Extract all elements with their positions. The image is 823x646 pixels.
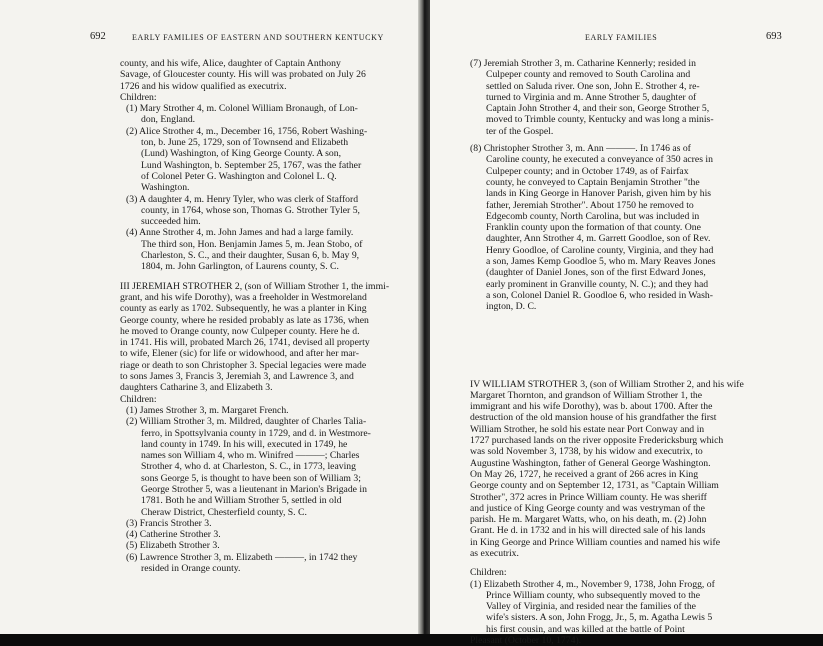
text-line: in King George and Prince William counties and named his wife bbox=[470, 536, 720, 548]
text-line: (4) Anne Strother 4, m. John James and had a large family. bbox=[126, 227, 354, 239]
text-line: daughters Catharine 3, and Elizabeth 3. bbox=[120, 382, 273, 394]
text-line: The third son, Hon. Benjamin James 5, m. Jean Stobo, of bbox=[141, 238, 363, 250]
text-line: a son, James Kemp Goodloe 5, who m. Mary Reaves Jones bbox=[486, 256, 716, 268]
text-line: ington, D. C. bbox=[486, 301, 537, 313]
text-line: his first cousin, and was killed at the battle of Point bbox=[486, 623, 685, 635]
right-page bbox=[430, 0, 823, 646]
text-line: in 1741. His will, probated March 26, 1741, devised all property bbox=[120, 337, 370, 349]
text-line: Caroline county, he executed a conveyance of 350 acres in bbox=[486, 154, 713, 166]
text-line: father, Jeremiah Strother". About 1750 he removed to bbox=[486, 199, 694, 211]
text-line: Pleasant (October 10, 1774). bbox=[470, 635, 582, 646]
text-line: ton, b. June 25, 1729, son of Townsend and Elizabeth bbox=[141, 137, 349, 149]
text-line: destruction of the old mansion house of his grandfather the first bbox=[470, 412, 717, 424]
text-line: county, he conveyed to Captain Benjamin Strother "the bbox=[486, 176, 700, 188]
text-line: IV WILLIAM STROTHER 3, (son of William Strother 2, and his wife bbox=[470, 378, 744, 390]
text-line: (Lund) Washington, of King George County. A son, bbox=[141, 148, 342, 160]
text-line: Washington. bbox=[141, 182, 190, 194]
text-line: ter of the Gospel. bbox=[486, 125, 554, 137]
left-page bbox=[0, 0, 418, 634]
text-line: (1) Mary Strother 4, m. Colonel William Bronaugh, of Lon- bbox=[126, 103, 358, 115]
text-line: don, England. bbox=[141, 114, 196, 126]
text-line: (4) Catherine Strother 3. bbox=[126, 529, 221, 541]
text-line: 1804, m. John Garlington, of Laurens county, S. C. bbox=[141, 261, 339, 273]
text-line: (3) A daughter 4, m. Henry Tyler, who was clerk of Stafford bbox=[126, 193, 359, 205]
text-line: George county and on September 12, 1731, as "Captain William bbox=[470, 480, 719, 492]
text-line: George county, where he resided probably as late as 1736, when bbox=[120, 314, 369, 326]
text-line: county, in 1764, whose son, Thomas G. Strother Tyler 5, bbox=[141, 204, 360, 216]
text-line: Grant. He d. in 1732 and in his will directed sale of his lands bbox=[470, 525, 706, 537]
text-line: (1) Elizabeth Strother 4, m., November 9, 1738, John Frogg, of bbox=[470, 578, 715, 590]
text-line: (1) James Strother 3, m. Margaret French. bbox=[126, 404, 289, 416]
left-page-text bbox=[120, 58, 408, 574]
text-line: ferro, in Spottsylvania county in 1729, and d. in Westmore- bbox=[141, 427, 371, 439]
text-line: parish. He m. Margaret Watts, who, on his death, m. (2) John bbox=[470, 514, 707, 526]
text-line: (3) Francis Strother 3. bbox=[126, 517, 212, 529]
text-line: a son, Colonel Daniel R. Goodloe 6, who resided in Wash- bbox=[486, 289, 713, 301]
text-line: of Colonel Peter G. Washington and Colonel L. Q. bbox=[141, 170, 337, 182]
text-line: resided in Orange county. bbox=[141, 563, 241, 575]
text-line: names son William 4, who m. Winifred ———; Charles bbox=[141, 450, 360, 462]
running-header-right: EARLY FAMILIES bbox=[585, 33, 658, 42]
text-line: Edgecomb county, North Carolina, but was included in bbox=[486, 210, 700, 222]
text-line: county, and his wife, Alice, daughter of Captain Anthony bbox=[120, 58, 341, 69]
text-line: William Strother, he sold his estate near Port Conway and in bbox=[470, 423, 705, 435]
text-line: Margaret Thornton, and grandson of William Strother 1, the bbox=[470, 389, 703, 401]
text-line: riage or death to son Christopher 3. Special legacies were made bbox=[120, 359, 367, 371]
text-line: (2) Alice Strother 4, m., December 16, 1756, Robert Washing- bbox=[126, 125, 368, 137]
text-line: On May 26, 1727, he received a grant of 266 acres in King bbox=[470, 468, 699, 480]
text-line: to sons James 3, Francis 3, Jeremiah 3, and Lawrence 3, and bbox=[120, 371, 354, 383]
text-line: Savage, of Gloucester county. His will was probated on July 26 bbox=[120, 69, 366, 81]
text-line: Franklin county upon the formation of that county. One bbox=[486, 222, 701, 234]
text-line: lands in King George in Hanover Parish, given him by his bbox=[486, 188, 712, 200]
text-line: Valley of Virginia, and resided near the families of the bbox=[486, 601, 696, 613]
text-line: 1726 and his widow qualified as executrix. bbox=[120, 80, 287, 92]
text-line: III JEREMIAH STROTHER 2, (son of William Strother 1, the immi- bbox=[120, 280, 390, 292]
text-line: and justice of King George county and was vestryman of the bbox=[470, 502, 705, 514]
text-line: Children: bbox=[470, 567, 507, 579]
right-page-text bbox=[470, 58, 815, 646]
text-line: wife's sisters. A son, John Frogg, Jr., 5, m. Agatha Lewis 5 bbox=[486, 612, 713, 624]
text-line: (5) Elizabeth Strother 3. bbox=[126, 540, 220, 552]
text-line: (6) Lawrence Strother 3, m. Elizabeth ———, in 1742 they bbox=[126, 551, 358, 563]
page-number-right: 693 bbox=[766, 31, 782, 42]
text-line: Culpeper county and removed to South Carolina and bbox=[486, 69, 691, 81]
text-line: was sold November 3, 1738, by his widow and executrix, to bbox=[470, 446, 703, 458]
text-line: Prince William county, who subsequently moved to the bbox=[486, 589, 701, 601]
text-line: turned to Virginia and m. Anne Strother 5, daughter of bbox=[486, 91, 697, 103]
text-line: Children: bbox=[120, 393, 157, 405]
running-header-left: EARLY FAMILIES OF EASTERN AND SOUTHERN KENTUCKY bbox=[132, 33, 384, 42]
text-line: (7) Jeremiah Strother 3, m. Catharine Kennerly; resided in bbox=[470, 58, 696, 69]
text-line: Strother 4, who d. at Charleston, S. C., in 1773, leaving bbox=[141, 461, 356, 473]
book-gutter bbox=[418, 0, 430, 634]
text-line: grant, and his wife Dorothy), was a freeholder in Westmoreland bbox=[120, 291, 367, 303]
text-line: Henry Goodloe, of Caroline county, Virginia, and they had bbox=[486, 244, 714, 256]
text-line: Children: bbox=[120, 91, 157, 103]
text-line: daughter, Ann Strother 4, m. Garrett Goodloe, son of Rev. bbox=[486, 233, 711, 245]
text-line: moved to Trimble county, Kentucky and was long a minis- bbox=[486, 114, 714, 126]
text-line: (2) William Strother 3, m. Mildred, daughter of Charles Talia- bbox=[126, 416, 367, 428]
text-line: Culpeper county; and in October 1749, as of Fairfax bbox=[486, 165, 689, 177]
text-line: Cheraw District, Chesterfield county, S. C. bbox=[141, 506, 307, 518]
text-line: Augustine Washington, father of General George Washington. bbox=[470, 457, 711, 469]
text-line: to wife, Elener (sic) for life or widowhood, and after her mar- bbox=[120, 348, 359, 360]
text-line: (daughter of Daniel Jones, son of the first Edward Jones, bbox=[486, 267, 706, 279]
text-line: succeeded him. bbox=[141, 216, 201, 228]
text-line: county as early as 1702. Subsequently, he was a planter in King bbox=[120, 303, 367, 315]
text-line: Charleston, S. C., and their daughter, Susan 6, b. May 9, bbox=[141, 250, 360, 262]
text-line: he moved to Orange county, now Culpeper county. Here he d. bbox=[120, 325, 360, 337]
text-line: Strother", 372 acres in Prince William county. He was sheriff bbox=[470, 491, 707, 503]
text-line: George Strother 5, was a lieutenant in Marion's Brigade in bbox=[141, 483, 367, 495]
text-line: 1727 purchased lands on the river opposite Fredericksburg which bbox=[470, 435, 724, 447]
text-line: early prominent in Granville county, N. C.); and they had bbox=[486, 278, 709, 290]
page-number-left: 692 bbox=[90, 31, 106, 42]
text-line: (8) Christopher Strother 3, m. Ann ———. In 1746 as of bbox=[470, 143, 691, 155]
text-line: settled on Saluda river. One son, John E. Strother 4, re- bbox=[486, 80, 700, 92]
text-line: sons George 5, is thought to have been son of William 3; bbox=[141, 472, 361, 484]
text-line: land county in 1749. In his will, executed in 1749, he bbox=[141, 438, 348, 450]
text-line: 1781. Both he and William Strother 5, settled in old bbox=[141, 495, 342, 507]
text-line: as executrix. bbox=[470, 547, 519, 559]
text-line: immigrant and his wife Dorothy), was b. about 1700. After the bbox=[470, 401, 713, 413]
text-line: Captain John Strother 4, and their son, George Strother 5, bbox=[486, 103, 710, 115]
text-line: Lund Washington, b. September 25, 1767, was the father bbox=[141, 159, 362, 171]
